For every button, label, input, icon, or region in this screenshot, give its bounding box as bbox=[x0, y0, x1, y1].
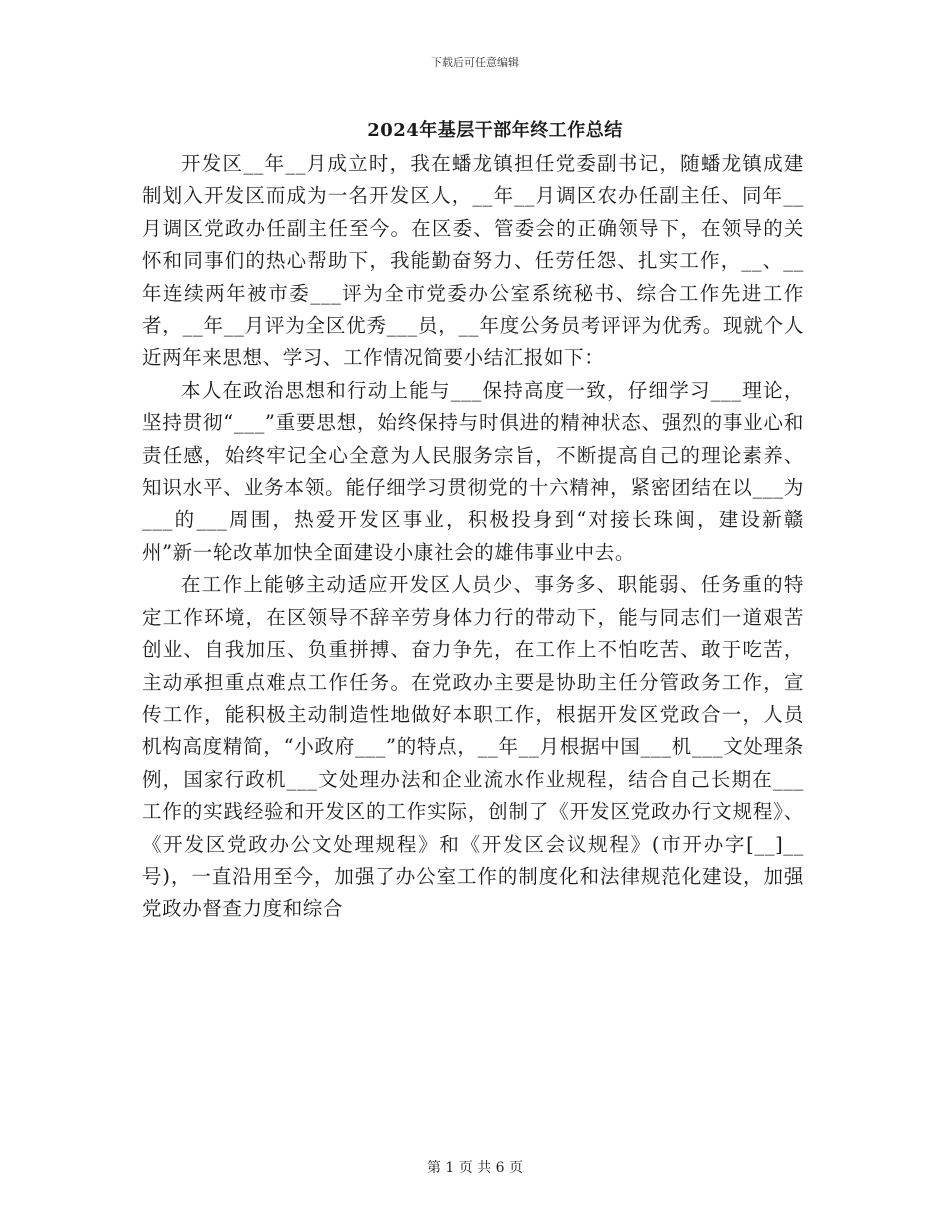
page-header-note: 下载后可任意编辑 bbox=[431, 56, 519, 69]
paragraph-political-thought: 本人在政治思想和行动上能与___保持高度一致，仔细学习___理论，坚持贯彻“___”重要思想，始终保持与时俱进的精神状态、强烈的事业心和责任感，始终牢记全心全意为人民服务宗旨，不断提高自己的理论素养、知识水平、业务本领。能仔细学习贯彻党的十六精神，紧密团结在以___为___的___周围，热爱开发区事业，积极投身到“对接长珠闽，建设新赣州”新一轮改革加快全面建设小康社会的雄伟事业中去。 bbox=[142, 378, 804, 564]
document-title: 2024年基层干部年终工作总结 bbox=[367, 120, 623, 141]
page-footer-indicator: 第 1 页 共 6 页 bbox=[426, 1160, 524, 1176]
paragraph-work: 在工作上能够主动适应开发区人员少、事务多、职能弱、任务重的特定工作环境，在区领导不辞辛劳身体力行的带动下，能与同志们一道艰苦创业、自我加压、负重拼搏、奋力争先，在工作上不怕吃苦、敢于吃苦，主动承担重点难点工作任务。在党政办主要是协助主任分管政务工作，宣传工作，能积极主动制造性地做好本职工作，根据开发区党政合一，人员机构高度精简，“小政府___”的特点，__年__月根据中国___机___文处理条例，国家行政机___文处理办法和企业流水作业规程，结合自己长期在___工作的实践经验和开发区的工作实际，创制了《开发区党政办行文规程》、《开发区党政办公文处理规程》和《开发区会议规程》(市开办字[__]__号)，一直沿用至今，加强了办公室工作的制度化和法律规范化建设，加强党政办督查力度和综合 bbox=[142, 573, 804, 921]
document-body bbox=[142, 148, 804, 926]
paragraph-intro: 开发区__年__月成立时，我在蟠龙镇担任党委副书记，随蟠龙镇成建制划入开发区而成为一名开发区人，__年__月调区农办任副主任、同年__月调区党政办任副主任至今。在区委、管委会的正确领导下，在领导的关怀和同事们的热心帮助下，我能勤奋努力、任劳任怨、扎实工作，__、__年连续两年被市委___评为全市党委办公室系统秘书、综合工作先进工作者，__年__月评为全区优秀___员，__年度公务员考评评为优秀。现就个人近两年来思想、学习、工作情况简要小结汇报如下： bbox=[142, 152, 804, 370]
